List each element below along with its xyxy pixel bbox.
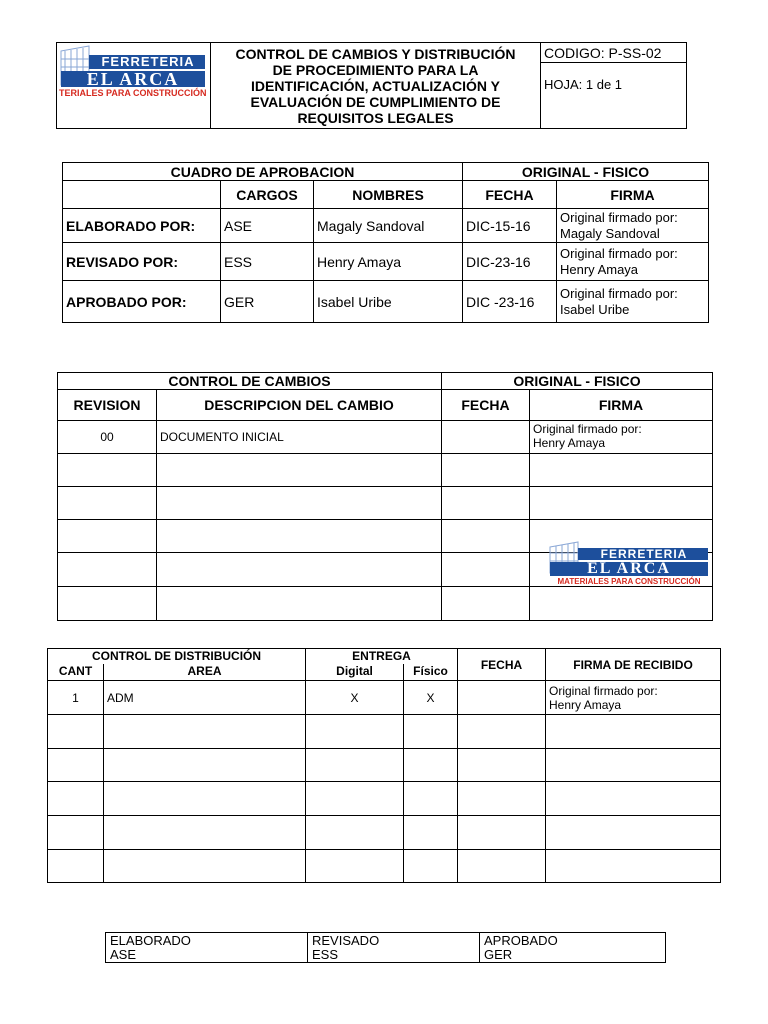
table-row <box>63 281 709 323</box>
approval-header-fecha: FECHA <box>463 181 557 209</box>
table-row <box>58 587 713 621</box>
distribution-table <box>47 648 721 883</box>
distribution-title: CONTROL DE DISTRIBUCIÓN <box>48 649 306 664</box>
approval-firma: Original firmado por: Magaly Sandoval <box>557 209 709 243</box>
footer-elaborado: ELABORADO ASE <box>106 933 308 963</box>
table-row <box>63 209 709 243</box>
table-row <box>48 816 721 850</box>
changes-header-revision: REVISION <box>58 390 157 421</box>
logo-text-el-arca: EL ARCA <box>86 69 180 89</box>
table-row <box>48 749 721 782</box>
changes-revision: 00 <box>58 421 157 454</box>
changes-fecha <box>442 421 530 454</box>
changes-header-descripcion: DESCRIPCION DEL CAMBIO <box>157 390 442 421</box>
table-row <box>48 850 721 883</box>
distribution-fecha <box>458 681 546 715</box>
approval-table <box>62 162 709 323</box>
distribution-cant: 1 <box>48 681 104 715</box>
changes-header-firma: FIRMA <box>530 390 713 421</box>
approval-cargo: ASE <box>221 209 314 243</box>
logo-text-el-arca: EL ARCA <box>587 560 671 577</box>
codigo-cell: CODIGO: P-SS-02 <box>541 43 687 63</box>
changes-descripcion: DOCUMENTO INICIAL <box>157 421 442 454</box>
approval-nombre: Isabel Uribe <box>314 281 463 323</box>
table-row <box>48 715 721 749</box>
distribution-header-digital: Digital <box>306 664 404 681</box>
distribution-digital: X <box>306 681 404 715</box>
logo-text-ferreteria: FERRETERIA <box>101 54 195 69</box>
approval-cargo: GER <box>221 281 314 323</box>
table-row <box>48 782 721 816</box>
distribution-area: ADM <box>104 681 306 715</box>
approval-nombre: Henry Amaya <box>314 243 463 281</box>
table-row <box>58 487 713 520</box>
table-row <box>48 681 721 715</box>
logo-text-materiales: TERIALES PARA CONSTRUCCIÓN <box>59 88 207 98</box>
document-title: CONTROL DE CAMBIOS Y DISTRIBUCIÓN DE PROCEDIMIENTO PARA LA IDENTIFICACIÓN, ACTUALIZACIÓN Y EVALUACIÓN DE CUMPLIMIENTO DE REQUISITOS LEGALES <box>211 43 541 129</box>
approval-blank-header <box>63 181 221 209</box>
footer-aprobado: APROBADO GER <box>480 933 666 963</box>
approval-fecha: DIC-23-16 <box>463 243 557 281</box>
distribution-firma: Original firmado por: Henry Amaya <box>546 681 721 715</box>
header-table <box>56 42 687 129</box>
approval-fecha: DIC -23-16 <box>463 281 557 323</box>
changes-firma: Original firmado por: Henry Amaya <box>530 421 713 454</box>
approval-label: APROBADO POR: <box>63 281 221 323</box>
approval-header-nombres: NOMBRES <box>314 181 463 209</box>
distribution-fisico: X <box>404 681 458 715</box>
approval-firma: Original firmado por: Henry Amaya <box>557 243 709 281</box>
distribution-fecha-header: FECHA <box>458 649 546 681</box>
distribution-header-fisico: Físico <box>404 664 458 681</box>
distribution-entrega: ENTREGA <box>306 649 458 664</box>
approval-label: REVISADO POR: <box>63 243 221 281</box>
approval-cargo: ESS <box>221 243 314 281</box>
approval-header-cargos: CARGOS <box>221 181 314 209</box>
table-row <box>58 454 713 487</box>
approval-fecha: DIC-15-16 <box>463 209 557 243</box>
approval-header-firma: FIRMA <box>557 181 709 209</box>
approval-nombre: Magaly Sandoval <box>314 209 463 243</box>
changes-header-fecha: FECHA <box>442 390 530 421</box>
approval-title: CUADRO DE APROBACION <box>63 163 463 181</box>
approval-original: ORIGINAL - FISICO <box>463 163 709 181</box>
company-logo <box>59 45 207 101</box>
distribution-firma-header: FIRMA DE RECIBIDO <box>546 649 721 681</box>
table-row <box>58 421 713 454</box>
distribution-header-area: AREA <box>104 664 306 681</box>
footer-revisado: REVISADO ESS <box>308 933 480 963</box>
logo-cell <box>57 43 211 129</box>
table-row <box>63 243 709 281</box>
company-logo-secondary <box>548 541 710 587</box>
changes-original: ORIGINAL - FISICO <box>442 373 713 390</box>
logo-text-ferreteria: FERRETERIA <box>600 547 688 561</box>
changes-title: CONTROL DE CAMBIOS <box>58 373 442 390</box>
hoja-cell: HOJA: 1 de 1 <box>541 63 687 129</box>
footer-table <box>105 932 666 963</box>
approval-label: ELABORADO POR: <box>63 209 221 243</box>
logo-text-materiales: MATERIALES PARA CONSTRUCCIÓN <box>557 577 701 586</box>
distribution-header-cant: CANT <box>48 664 104 681</box>
approval-firma: Original firmado por: Isabel Uribe <box>557 281 709 323</box>
